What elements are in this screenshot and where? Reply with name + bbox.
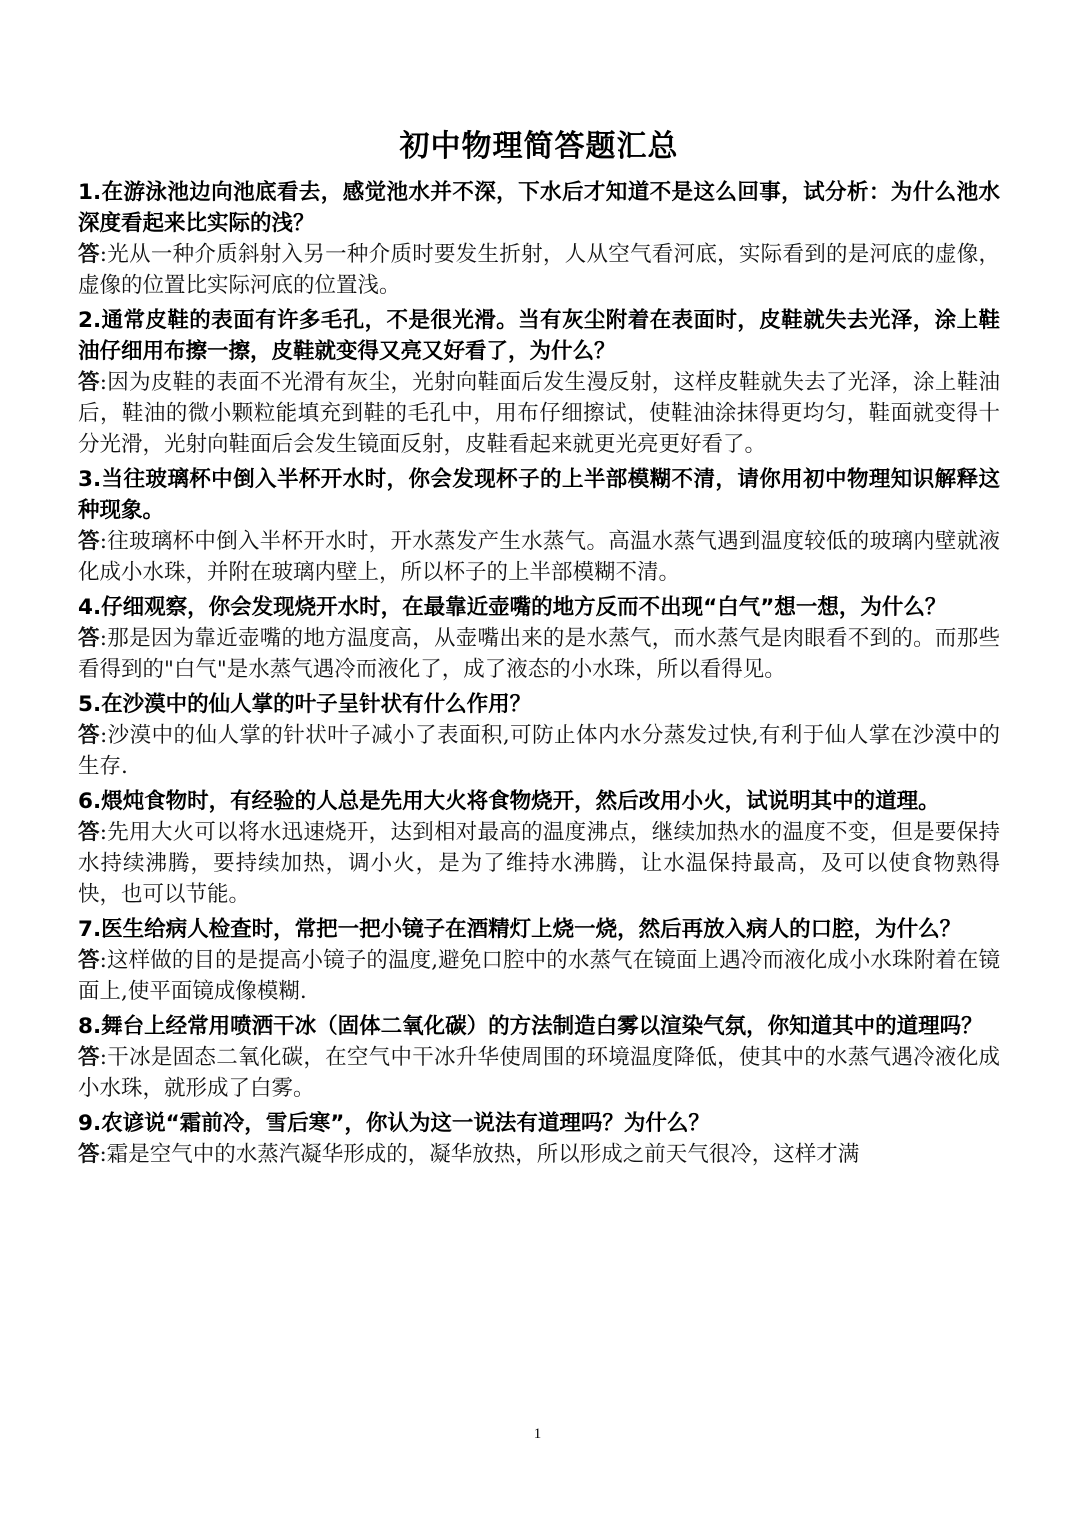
- answer-separator: :: [99, 626, 108, 651]
- answer-label: 答: [78, 242, 100, 267]
- answer-text: 因为皮鞋的表面不光滑有灰尘，光射向鞋面后发生漫反射，这样皮鞋就失去了光泽，涂上鞋油后，鞋油的微小颗粒能填充到鞋的毛孔中，用布仔细擦试，使鞋油涂抹得更均匀，鞋面就变得十分光滑，光射向鞋面后会发生镜面反射，皮鞋看起来就更光亮更好看了。: [78, 370, 1000, 457]
- answer-paragraph: [78, 526, 1000, 588]
- answer-separator: :: [99, 1142, 107, 1167]
- page-number: 1: [533, 1426, 542, 1442]
- question-text: 5.在沙漠中的仙人掌的叶子呈针状有什么作用？: [78, 692, 532, 717]
- answer-paragraph: [78, 1042, 1000, 1104]
- answer-separator: :: [99, 1045, 108, 1070]
- question-text: 7.医生给病人检查时，常把一把小镜子在酒精灯上烧一烧，然后再放入病人的口腔，为什么？: [78, 917, 962, 942]
- answer-text: 那是因为靠近壶嘴的地方温度高，从壶嘴出来的是水蒸气，而水蒸气是肉眼看不到的。而那些看得到的"白气"是水蒸气遇冷而液化了，成了液态的小水珠，所以看得见。: [78, 626, 1000, 682]
- answer-paragraph: [78, 720, 1000, 782]
- answer-paragraph: [78, 623, 1000, 685]
- answer-paragraph: [78, 367, 1000, 460]
- answer-label: 答: [78, 1045, 100, 1070]
- question-text: 8.舞台上经常用喷洒干冰（固体二氧化碳）的方法制造白雾以渲染气氛，你知道其中的道理吗？: [78, 1014, 983, 1039]
- answer-text: 这样做的目的是提高小镜子的温度,避免口腔中的水蒸气在镜面上遇冷而液化成小水珠附着在镜面上,使平面镜成像模糊.: [78, 948, 1000, 1004]
- question-text: 2.通常皮鞋的表面有许多毛孔，不是很光滑。当有灰尘附着在表面时，皮鞋就失去光泽，涂上鞋油仔细用布擦一擦，皮鞋就变得又亮又好看了，为什么？: [78, 308, 1000, 364]
- answer-separator: :: [99, 723, 108, 748]
- answer-label: 答: [78, 723, 100, 748]
- question-text: 4.仔细观察，你会发现烧开水时，在最靠近壶嘴的地方反而不出现“白气”想一想，为什么？: [78, 595, 947, 620]
- answer-text: 光从一种介质斜射入另一种介质时要发生折射，人从空气看河底，实际看到的是河底的虚像，虚像的位置比实际河底的位置浅。: [78, 242, 1000, 298]
- document-page: [78, 125, 1000, 1174]
- answer-text: 霜是空气中的水蒸汽凝华形成的，凝华放热，所以形成之前天气很冷，这样才满: [106, 1142, 860, 1167]
- answer-separator: :: [99, 370, 108, 395]
- answer-separator: :: [99, 820, 108, 845]
- answer-separator: :: [99, 242, 108, 267]
- answer-text: 先用大火可以将水迅速烧开，达到相对最高的温度沸点，继续加热水的温度不变，但是要保持水持续沸腾，要持续加热，调小火，是为了维持水沸腾，让水温保持最高，及可以使食物熟得快，也可以节能。: [78, 820, 1000, 907]
- answer-text: 往玻璃杯中倒入半杯开水时，开水蒸发产生水蒸气。高温水蒸气遇到温度较低的玻璃内壁就液化成小水珠，并附在玻璃内壁上，所以杯子的上半部模糊不清。: [78, 529, 1000, 585]
- answer-label: 答: [78, 820, 100, 845]
- question-text: 9.农谚说“霜前冷，雪后寒”，你认为这一说法有道理吗？为什么？: [78, 1111, 710, 1136]
- answer-label: 答: [78, 370, 100, 395]
- answer-paragraph: [78, 817, 1000, 910]
- qa-list: [78, 177, 1000, 1170]
- question-text: 6.煨炖食物时，有经验的人总是先用大火将食物烧开，然后改用小火，试说明其中的道理。: [78, 789, 940, 814]
- document-title: 初中物理简答题汇总: [399, 129, 679, 164]
- question-text: 3.当往玻璃杯中倒入半杯开水时，你会发现杯子的上半部模糊不清，请你用初中物理知识解释这种现象。: [78, 467, 1000, 523]
- answer-separator: :: [99, 529, 108, 554]
- answer-text: 干冰是固态二氧化碳，在空气中干冰升华使周围的环境温度降低，使其中的水蒸气遇冷液化成小水珠，就形成了白雾。: [78, 1045, 1000, 1101]
- answer-paragraph: [78, 239, 1000, 301]
- answer-label: 答: [78, 626, 100, 651]
- answer-paragraph: [78, 1139, 1000, 1170]
- answer-label: 答: [78, 529, 100, 554]
- answer-label: 答: [78, 948, 100, 973]
- answer-separator: :: [99, 948, 107, 973]
- answer-label: 答: [78, 1142, 100, 1167]
- question-text: 1.在游泳池边向池底看去，感觉池水并不深，下水后才知道不是这么回事，试分析：为什么池水深度看起来比实际的浅？: [78, 180, 1000, 236]
- answer-paragraph: [78, 945, 1000, 1007]
- answer-text: 沙漠中的仙人掌的针状叶子减小了表面积,可防止体内水分蒸发过快,有利于仙人掌在沙漠中的生存.: [78, 723, 1000, 779]
